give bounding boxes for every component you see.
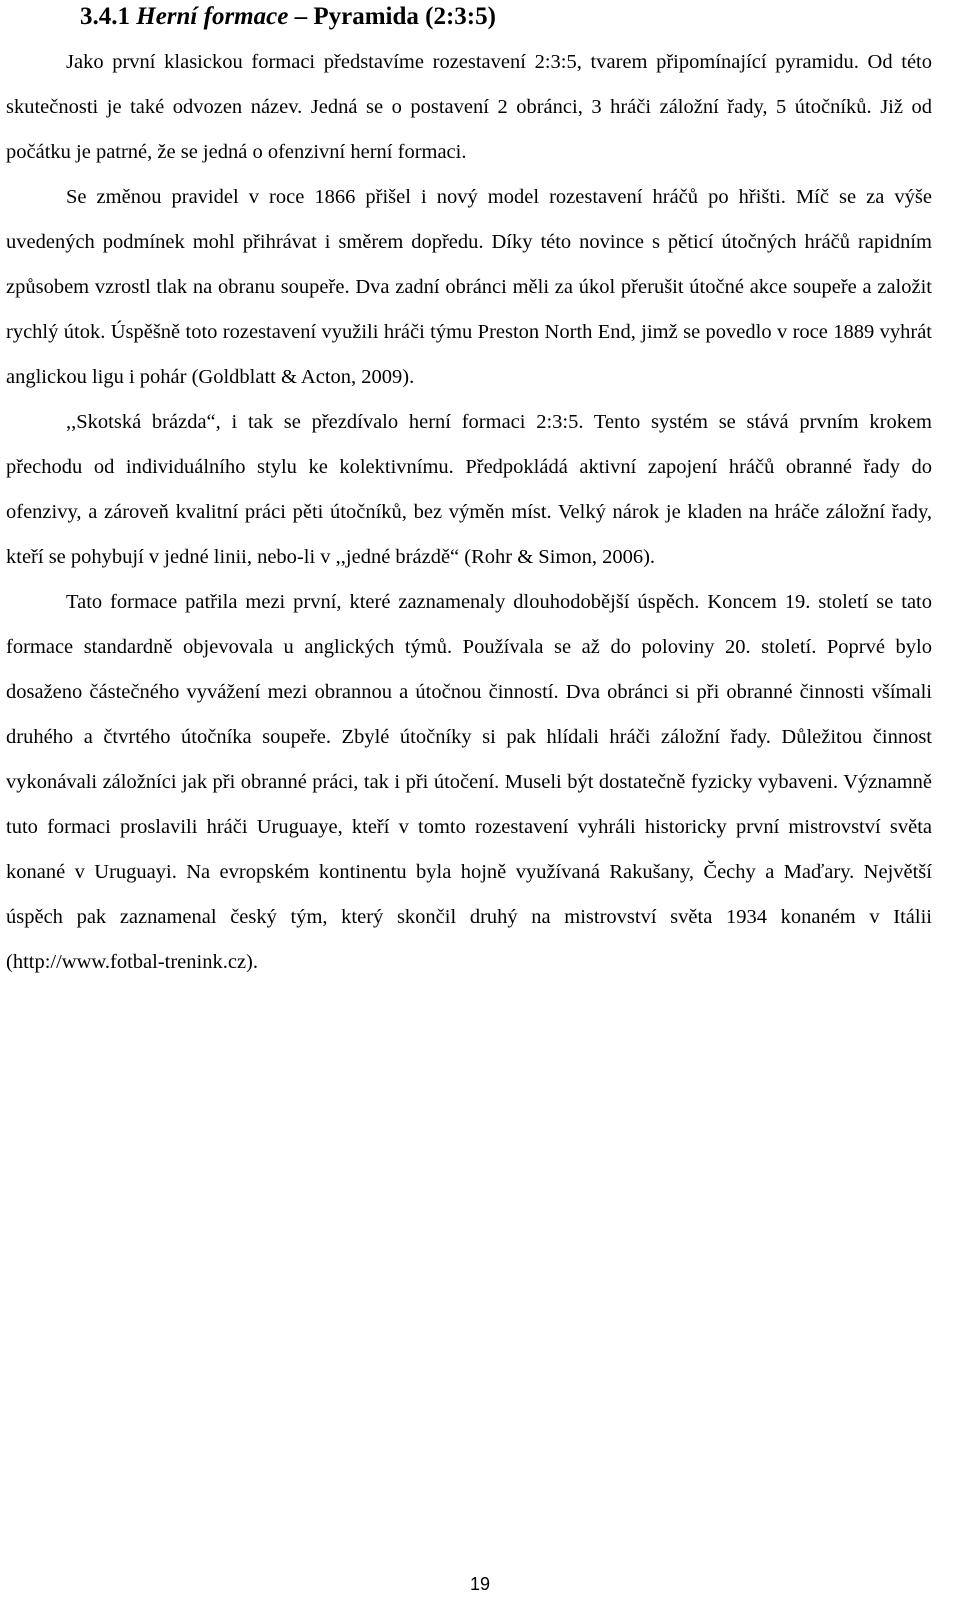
- section-title: Herní formace: [136, 3, 289, 30]
- paragraph-4: Tato formace patřila mezi první, které zaznamenaly dlouhodobější úspěch. Koncem 19. století se tato formace standardně objevovala u anglických týmů. Používala se až do poloviny 20. století. Poprvé bylo dosaženo částečného vyvážení mezi obrannou a útočnou činností. Dva obránci si při obranné činnosti všímali druhého a čtvrtého útočníka soupeře. Zbylé útočníky si pak hlídali hráči záložní řady. Důležitou činnost vykonávali záložníci jak při obranné práci, tak i při útočení. Museli být dostatečně fyzicky vybaveni. Významně tuto formaci proslavili hráči Uruguaye, kteří v tomto rozestavení vyhráli historicky první mistrovství světa konané v Uruguayi. Na evropském kontinentu byla hojně využívaná Rakušany, Čechy a Maďary. Největší úspěch pak zaznamenal český tým, který skončil druhý na mistrovství světa 1934 konaném v Itálii (http://www.fotbal-trenink.cz).: [6, 591, 932, 973]
- section-heading: [80, 0, 496, 34]
- section-number: 3.4.1: [80, 3, 130, 30]
- paragraph-1: Jako první klasickou formaci představíme rozestavení 2:3:5, tvarem připomínající pyramidu. Od této skutečnosti je také odvozen název. Jedná se o postavení 2 obránci, 3 hráči záložní řady, 5 útočníků. Již od počátku je patrné, že se jedná o ofenzivní herní formaci.: [6, 51, 932, 163]
- body-text: [6, 40, 932, 985]
- section-subtitle: – Pyramida (2:3:5): [294, 3, 496, 30]
- paragraph-3: ,,Skotská brázda“, i tak se přezdívalo herní formaci 2:3:5. Tento systém se stává prvním krokem přechodu od individuálního stylu ke kolektivnímu. Předpokládá aktivní zapojení hráčů obranné řady do ofenzivy, a zároveň kvalitní práci pěti útočníků, bez výměn míst. Velký nárok je kladen na hráče záložní řady, kteří se pohybují v jedné linii, nebo-li v ,,jedné brázdě“ (Rohr & Simon, 2006).: [6, 411, 932, 568]
- paragraph-2: Se změnou pravidel v roce 1866 přišel i nový model rozestavení hráčů po hřišti. Míč se za výše uvedených podmínek mohl přihrávat i směrem dopředu. Díky této novince s pěticí útočných hráčů rapidním způsobem vzrostl tlak na obranu soupeře. Dva zadní obránci měli za úkol přerušit útočné akce soupeře a založit rychlý útok. Úspěšně toto rozestavení využili hráči týmu Preston North End, jimž se povedlo v roce 1889 vyhrát anglickou ligu i pohár (Goldblatt & Acton, 2009).: [6, 186, 932, 388]
- page-number: 19: [469, 1574, 491, 1594]
